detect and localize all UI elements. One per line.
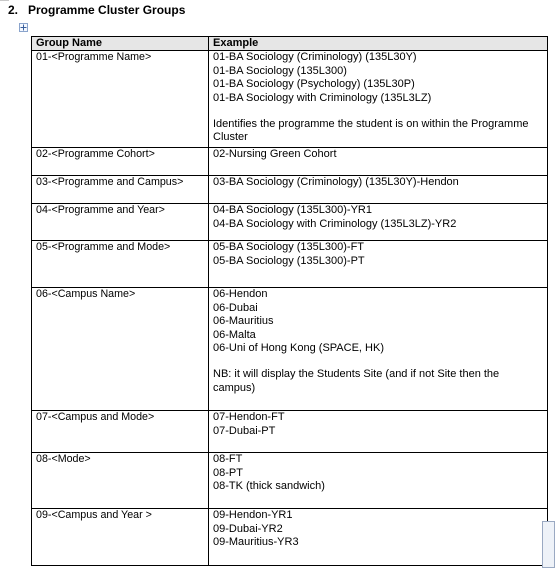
header-group-name: Group Name	[32, 37, 209, 51]
example-line: 04-BA Sociology with Criminology (135L3LZ)-YR2	[213, 217, 457, 230]
section-title: Programme Cluster Groups	[28, 3, 186, 17]
example-cell	[209, 148, 548, 176]
example-line: 06-Hendon	[213, 288, 268, 301]
example-line: 03-BA Sociology (Criminology) (135L30Y)-Hendon	[213, 176, 459, 189]
group-name-cell	[32, 204, 209, 241]
group-name-cell	[32, 148, 209, 176]
group-name-label: 09-<Campus and Year >	[36, 509, 152, 522]
example-line: 01-BA Sociology (Criminology) (135L30Y)	[213, 51, 417, 64]
group-name-label: 07-<Campus and Mode>	[36, 411, 155, 424]
example-cell	[209, 176, 548, 204]
vertical-scroll-tab[interactable]	[542, 521, 555, 568]
header-example: Example	[209, 37, 548, 51]
example-cell	[209, 509, 548, 566]
group-name-label: 08-<Mode>	[36, 453, 91, 466]
example-line: 01-BA Sociology with Criminology (135L3LZ)	[213, 91, 432, 104]
group-name-cell	[32, 411, 209, 453]
example-line: 09-Dubai-YR2	[213, 522, 283, 535]
table-row	[32, 288, 548, 411]
group-name-label: 06-<Campus Name>	[36, 288, 136, 301]
table-row	[32, 176, 548, 204]
group-name-cell	[32, 51, 209, 148]
example-note: Identifies the programme the student is on within the Programme Cluster	[213, 118, 529, 144]
example-line: 06-Mauritius	[213, 315, 274, 328]
example-line: 01-BA Sociology (135L300)	[213, 64, 347, 77]
example-cell	[209, 241, 548, 288]
example-line: 06-Uni of Hong Kong (SPACE, HK)	[213, 342, 384, 355]
table-row	[32, 204, 548, 241]
group-name-cell	[32, 288, 209, 411]
group-name-cell	[32, 241, 209, 288]
table-row	[32, 51, 548, 148]
example-line: 04-BA Sociology (135L300)-YR1	[213, 204, 372, 217]
example-line: 07-Dubai-PT	[213, 424, 276, 437]
example-note: NB: it will display the Students Site (and if not Site then the campus)	[213, 368, 500, 394]
example-line: 01-BA Sociology (Psychology) (135L30P)	[213, 78, 415, 91]
table-move-handle-icon[interactable]	[19, 23, 28, 32]
section-number: 2.	[8, 3, 19, 17]
example-cell	[209, 453, 548, 509]
page-corner-mark	[0, 0, 9, 1]
table-row	[32, 509, 548, 566]
example-line: 06-Malta	[213, 328, 256, 341]
group-name-cell	[32, 176, 209, 204]
example-line: 09-Mauritius-YR3	[213, 536, 299, 549]
group-name-cell	[32, 509, 209, 566]
group-name-label: 04-<Programme and Year>	[36, 204, 165, 217]
example-cell	[209, 51, 548, 148]
example-line: 02-Nursing Green Cohort	[213, 148, 337, 161]
table-row	[32, 148, 548, 176]
example-line: 06-Dubai	[213, 301, 258, 314]
table-header-row	[32, 37, 548, 51]
example-cell	[209, 411, 548, 453]
group-name-label: 05-<Programme and Mode>	[36, 241, 171, 254]
example-line: 09-Hendon-YR1	[213, 509, 293, 522]
example-cell	[209, 288, 548, 411]
example-line: 08-PT	[213, 466, 243, 479]
group-name-label: 02-<Programme Cohort>	[36, 148, 155, 161]
example-cell	[209, 204, 548, 241]
programme-cluster-table	[31, 36, 548, 566]
section-heading	[8, 2, 185, 18]
example-line: 05-BA Sociology (135L300)-PT	[213, 254, 365, 267]
table-row	[32, 453, 548, 509]
table-row	[32, 411, 548, 453]
table-row	[32, 241, 548, 288]
example-line: 07-Hendon-FT	[213, 411, 285, 424]
group-name-cell	[32, 453, 209, 509]
group-name-label: 01-<Programme Name>	[36, 51, 152, 64]
example-line: 08-FT	[213, 453, 243, 466]
example-line: 05-BA Sociology (135L300)-FT	[213, 241, 365, 254]
group-name-label: 03-<Programme and Campus>	[36, 176, 184, 189]
table-body	[32, 51, 548, 566]
example-line: 08-TK (thick sandwich)	[213, 480, 325, 493]
